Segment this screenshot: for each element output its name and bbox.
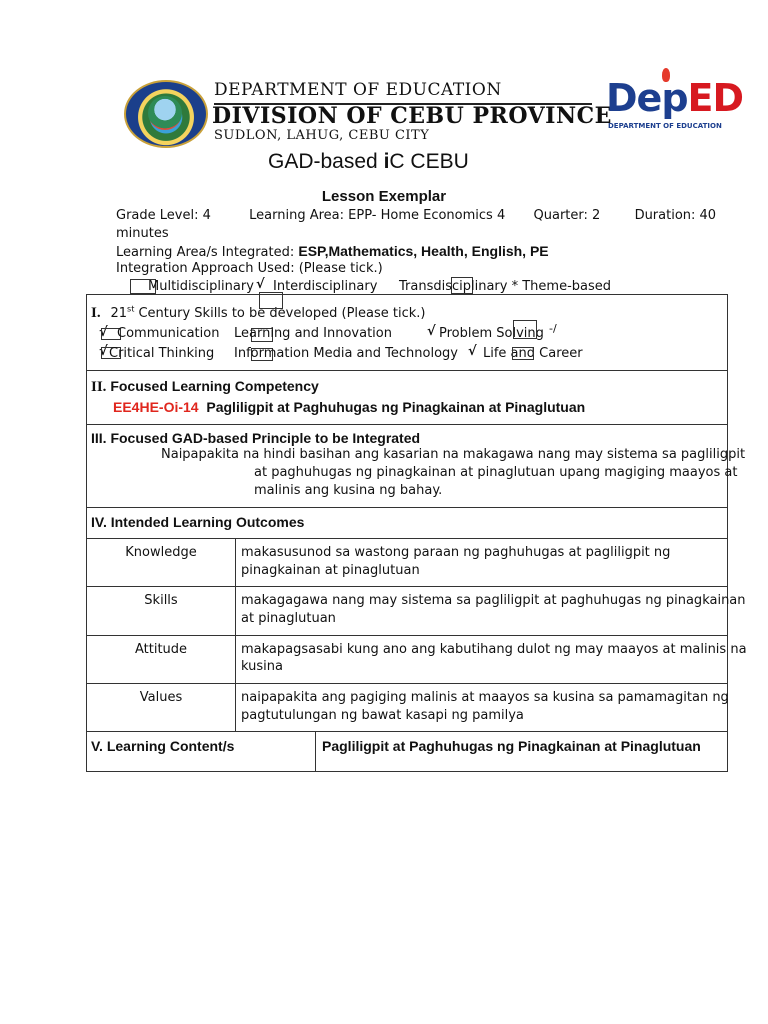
- section-2-heading: II. Focused Learning Competency: [91, 378, 319, 395]
- outcome-skills-line-2: at pinaglutuan: [241, 611, 336, 626]
- integrated-areas-value: ESP,Mathematics, Health, English, PE: [298, 243, 549, 259]
- outcome-knowledge-line-2: pinagkainan at pinaglutuan: [241, 563, 420, 578]
- section-1-heading: I. 21st Century Skills to be developed (Please tick.): [91, 304, 426, 321]
- interdisciplinary-label: Interdisciplinary: [273, 279, 378, 294]
- critical-thinking-check-icon: √: [99, 344, 108, 359]
- life-career-checkbox[interactable]: [512, 347, 534, 360]
- info-row: [116, 208, 716, 223]
- gad-principle-line-1: Naipapakita na hindi basihan ang kasarian na makagawa nang may sistema sa pagliligpit: [161, 447, 746, 462]
- section-5-heading: V. Learning Content/s: [91, 738, 235, 754]
- problem-solving-checkbox[interactable]: [513, 320, 537, 339]
- section-3-heading: III. Focused GAD-based Principle to be Integrated: [91, 430, 421, 446]
- division-address: SUDLON, LAHUG, CEBU CITY: [214, 128, 430, 143]
- outcome-values-line-1: naipapakita ang pagiging malinis at maayos sa kusina sa pamamagitan ng: [241, 690, 729, 705]
- skill-information-media: Information Media and Technology: [234, 346, 458, 361]
- competency-title: Pagliligpit at Paghuhugas ng Pinagkainan at Pinaglutuan: [206, 399, 586, 415]
- life-career-check-icon: √: [468, 344, 477, 359]
- outcome-values-line-2: pagtutulungan ng bawat kasapi ng pamilya: [241, 708, 524, 723]
- section-4-heading: IV. Intended Learning Outcomes: [91, 514, 305, 530]
- interdisciplinary-check-icon: √: [256, 277, 265, 292]
- department-heading: DEPARTMENT OF EDUCATION: [214, 80, 502, 100]
- learning-content-value: Pagliligpit at Paghuhugas ng Pinagkainan at Pinaglutuan: [322, 738, 701, 754]
- skill-communication: Communication: [117, 326, 220, 341]
- multidisciplinary-label: Multidisciplinary: [148, 279, 254, 294]
- outcome-label-values: Values: [139, 690, 183, 705]
- duration: Duration: 40: [634, 208, 717, 223]
- communication-check-icon: √: [99, 325, 108, 340]
- competency-line: [113, 399, 585, 415]
- skill-critical-thinking: Critical Thinking: [109, 346, 215, 361]
- outcome-skills-line-1: makagagawa nang may sistema sa pagliligpit at paghuhugas ng pinagkainan: [241, 593, 746, 608]
- page-subtitle: Lesson Exemplar: [321, 188, 447, 205]
- deped-logo: DepED DEPARTMENT OF EDUCATION: [606, 70, 730, 136]
- competency-code: EE4HE-Oi-14: [113, 399, 199, 415]
- transdisciplinary-label: Transdisciplinary * Theme-based: [399, 279, 612, 294]
- quarter: Quarter: 2: [533, 208, 601, 223]
- integration-approach: Integration Approach Used: (Please tick.): [116, 261, 383, 276]
- problem-solving-check-icon: √: [427, 324, 436, 339]
- grade-level: Grade Level: 4: [116, 208, 211, 223]
- skill-life-career: Life and Career: [483, 346, 583, 361]
- learning-area: Learning Area: EPP- Home Economics 4: [249, 208, 506, 223]
- duration-unit: minutes: [116, 226, 169, 241]
- outcome-attitude-line-2: kusina: [241, 659, 283, 674]
- stray-mark: -/: [549, 322, 557, 335]
- outcome-knowledge-line-1: makasusunod sa wastong paraan ng paghuhugas at pagliligpit ng: [241, 545, 671, 560]
- outcome-attitude-line-1: makapagsasabi kung ano ang kabutihang dulot ng may maayos at malinis na: [241, 642, 747, 657]
- skill-problem-solving: Problem Solving: [439, 326, 544, 341]
- outcome-label-attitude: Attitude: [134, 642, 188, 657]
- page-title: GAD-based iC CEBU: [268, 150, 469, 173]
- lesson-table: [86, 294, 747, 772]
- skills-checkbox-top[interactable]: [259, 292, 283, 309]
- skill-learning-innovation: Learning and Innovation: [234, 326, 392, 341]
- division-heading: DIVISION OF CEBU PROVINCE: [212, 103, 612, 129]
- outcome-label-knowledge: Knowledge: [125, 545, 197, 560]
- division-seal-logo: [124, 80, 208, 148]
- gad-principle-line-2: at paghuhugas ng pinagkainan at pinaglutuan upang magiging maayos at: [254, 465, 738, 480]
- outcome-label-skills: Skills: [144, 593, 178, 608]
- gad-principle-line-3: malinis ang kusina ng bahay.: [254, 483, 443, 498]
- integrated-areas: Learning Area/s Integrated: ESP,Mathematics, Health, English, PE: [116, 243, 549, 260]
